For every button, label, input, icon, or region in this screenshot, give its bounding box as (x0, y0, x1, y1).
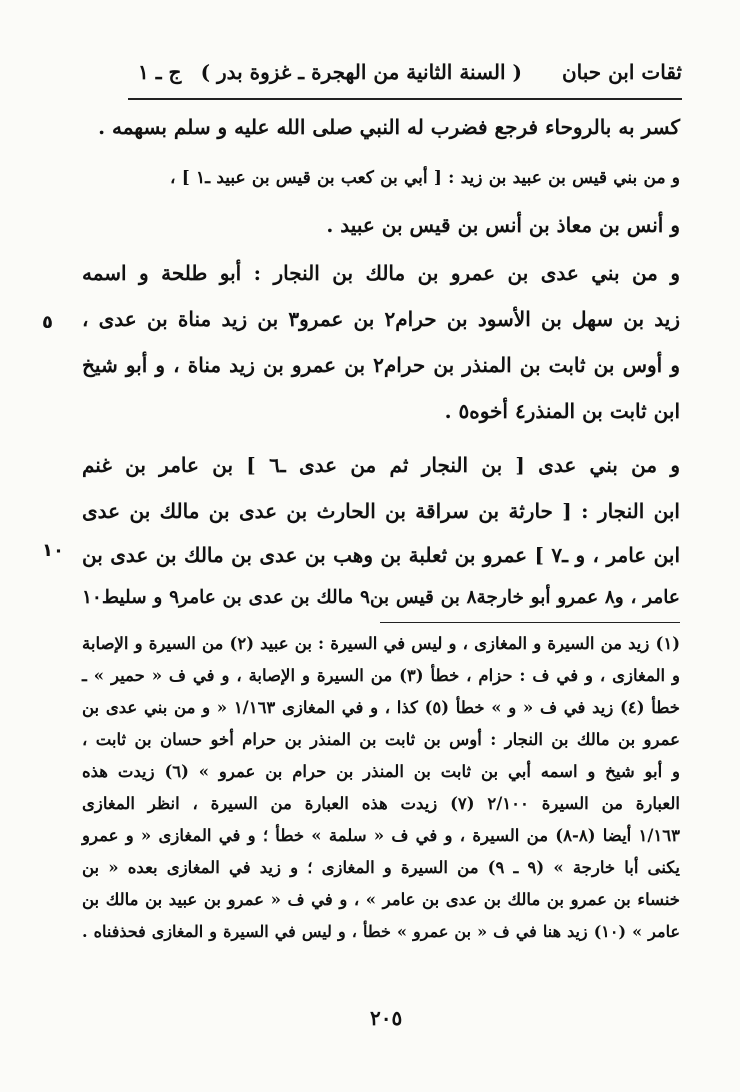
line-number: ١٠ (42, 540, 64, 561)
footnote-line: العبارة من السيرة ٢/١٠٠ (٧) زيدت هذه العبارة من السيرة ، انظر المغازى (82, 794, 680, 813)
running-header (128, 56, 682, 96)
footnote-line: عمرو بن مالك بن النجار : أوس بن ثابت بن المنذر بن حرام أخو حسان بن ثابت ، (82, 730, 680, 749)
footnote-line: ١/١٦٣ أيضا (٨-٨) من السيرة ، و في ف « سلمة » خطأ ؛ و في المغازى « و عمرو (82, 826, 680, 845)
footnote-line: و أبو شيخ و اسمه أبي بن ثابت بن المنذر بن حرام بن عمرو » (٦) زيدت هذه (82, 762, 680, 781)
text-line: و من بني قيس بن عبيد بن زيد : [ أبي بن كعب بن قيس بن عبيد ـ١ ] ، (170, 168, 680, 188)
footnote-rule (380, 622, 680, 623)
text-line: ابن عامر ، و ـ٧ ] عمرو بن ثعلبة بن وهب بن عدى بن مالك بن عدى بن (82, 543, 681, 567)
text-line: و أنس بن معاذ بن أنس بن قيس بن عبيد . (326, 213, 680, 237)
footnote-line: يكنى أبا خارجة » (٩ ـ ٩) من السيرة و المغازى ؛ و زيد في المغازى بعده « بن (82, 858, 680, 877)
text-line: ابن ثابت بن المنذر٤ أخوه٥ . (444, 399, 680, 423)
text-line: عامر ، و٨ عمرو أبو خارجة٨ بن قيس بن٩ مالك بن عدى بن عامر٩ و سليط١٠ (82, 587, 680, 608)
footnote-line: عامر » (١٠) زيد هنا في ف « بن عمرو » خطأ ، و ليس في السيرة و المغازى فحذفناه . (82, 922, 680, 941)
text-line: زيد بن سهل بن الأسود بن حرام٢ بن عمرو٣ بن زيد مناة بن عدى ، (82, 307, 681, 331)
footnote-line: (١) زيد من السيرة و المغازى ، و ليس في السيرة : بن عبيد (٢) من السيرة و الإصابة (82, 634, 680, 653)
text-line: و من بني عدى بن عمرو بن مالك بن النجار : أبو طلحة و اسمه (82, 261, 680, 285)
text-line: ابن النجار : [ حارثة بن سراقة بن الحارث بن عدى بن مالك بن عدى (82, 499, 680, 523)
page-number: ٢٠٥ (370, 1006, 403, 1030)
header-rule (128, 98, 682, 100)
line-number: ٥ (42, 312, 53, 333)
text-line: كسر به بالروحاء فرجع فضرب له النبي صلى الله عليه و سلم بسهمه . (98, 115, 680, 139)
header-volume: ج ـ ١ (138, 60, 182, 84)
header-section-title: ( السنة الثانية من الهجرة ـ غزوة بدر ) (200, 60, 522, 84)
footnote-line: خنساء بن عمرو بن مالك بن عدى بن عامر » ، و في ف « عمرو بن عبيد بن مالك بن (82, 890, 680, 909)
text-line: و أوس بن ثابت بن المنذر بن حرام٢ بن عمرو بن زيد مناة ، و أبو شيخ (82, 353, 680, 377)
footnote-line: خطأ (٤) زيد في ف « و » خطأ (٥) كذا ، و في المغازى ١/١٦٣ « و من بني عدى بن (82, 698, 680, 717)
header-book-title: ثقات ابن حبان (561, 60, 682, 84)
footnote-line: و المغازى ، و في ف : حزام ، خطأ (٣) من السيرة و الإصابة ، و في ف « حمير » ـ (82, 666, 680, 685)
text-line: و من بني عدى [ بن النجار ثم من عدى ـ٦ ] بن عامر بن غنم (82, 453, 680, 477)
